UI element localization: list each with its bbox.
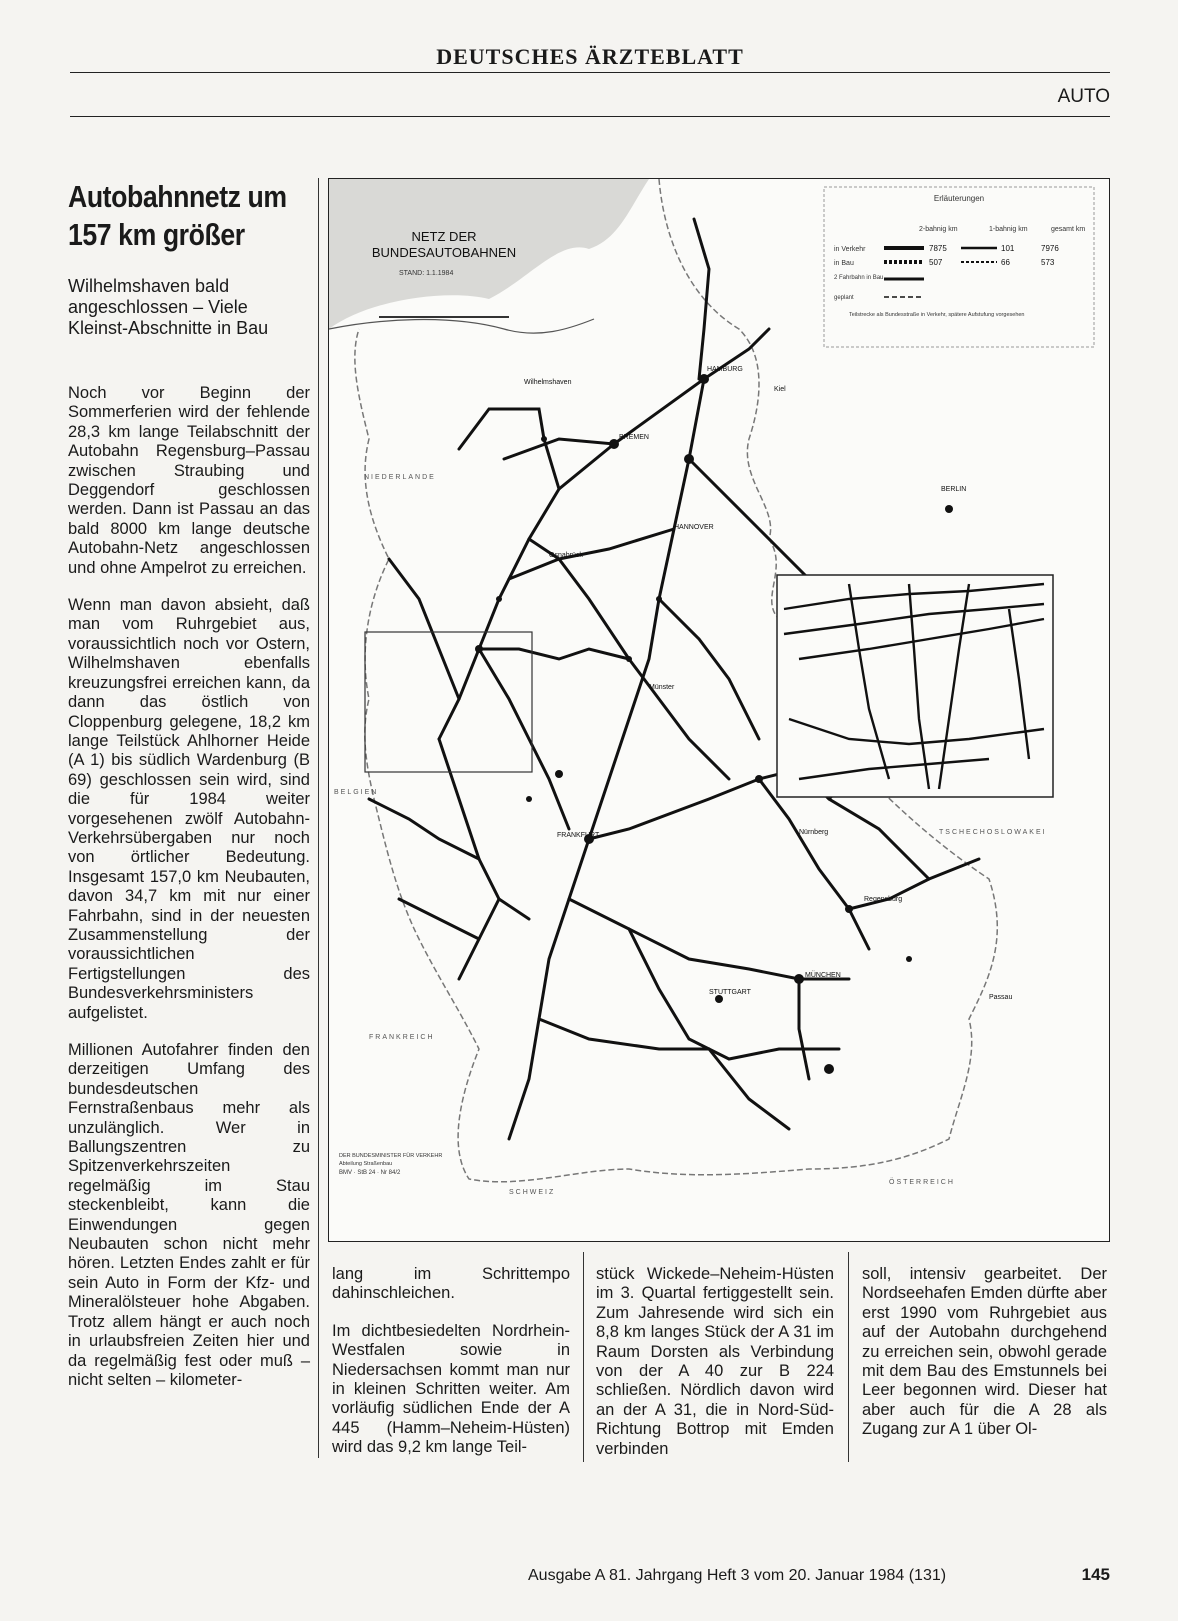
legend-value: 573 (1041, 258, 1055, 267)
legend-value: 101 (1001, 244, 1015, 253)
article-title: Autobahnnetz um 157 km größer (68, 179, 287, 252)
masthead-rule (70, 72, 1110, 73)
city-label: Passau (989, 994, 1013, 1001)
region-label: FRANKREICH (369, 1034, 435, 1041)
city-label: Regensburg (864, 896, 903, 903)
city-label: Nürnberg (799, 829, 829, 836)
column-1 (68, 384, 310, 1408)
legend-value: 7976 (1041, 244, 1059, 253)
legend-col-header: gesamt km (1051, 226, 1086, 233)
column-4 (862, 1265, 1107, 1458)
map-legend (824, 187, 1094, 347)
region-label: BELGIEN (334, 789, 379, 796)
map-credit: BMV · StB 24 · Nr 84/2 (339, 1170, 401, 1176)
column-2 (332, 1265, 570, 1476)
legend-value: 7875 (929, 244, 947, 253)
section-rule (70, 116, 1110, 117)
paragraph: Noch vor Beginn der Sommerferien wird der fehlende 28,3 km lange Teilabschnitt der Autobahn Regensburg–Passau zwischen Straubing und Deggendorf geschlossen werden. Dann ist Passau an das bald 8000 km lange deutsche Autobahn-Netz angeschlossen und ohne Ampelrot zu erreichen. (68, 384, 310, 577)
legend-heading: Erläuterungen (933, 194, 985, 203)
legend-col-header: 1-bahnig km (989, 226, 1028, 233)
map-credit: Abteilung Straßenbau (339, 1161, 393, 1167)
region-label: SCHWEIZ (509, 1189, 556, 1196)
section-label: AUTO (1057, 86, 1110, 107)
legend-note: Teilstrecke als Bundesstraße in Verkehr, spätere Aufstufung vorgesehen (849, 312, 1025, 318)
legend-row-label: in Bau (834, 260, 854, 267)
legend-row-label: 2 Fahrbahn in Bau (834, 275, 884, 281)
region-label: NIEDERLANDE (364, 474, 436, 481)
masthead: DEUTSCHES ÄRZTEBLATT (436, 44, 744, 69)
column-divider (318, 178, 319, 1458)
map-stand: STAND: 1.1.1984 (399, 270, 454, 277)
legend-value: 507 (929, 258, 943, 267)
paragraph: Millionen Autofahrer finden den derzeitigen Umfang des bundesdeutschen Fernstraßenbaus mehr als unzulänglich. Wer in Ballungszentren zu Spitzenverkehrszeiten regelmäßig im Stau steckenbleibt, kann die Einwendungen gegen Neubauten schon nicht mehr hören. Letzten Endes zahlt er für sein Auto in Form der Kfz- und Mineralölsteuer hohe Abgaben. Trotz allem hängt er auch noch in urlaubsfreien Zeiten hier und da regelmäßig fest oder muß – nicht selten – kilometer- (68, 1041, 310, 1389)
ruhr-inset-map (777, 575, 1053, 797)
column-divider (583, 1252, 584, 1462)
city-label: Kiel (774, 386, 786, 393)
map-credit: DER BUNDESMINISTER FÜR VERKEHR (339, 1153, 443, 1159)
paragraph: soll, intensiv gearbeitet. Der Nordseehafen Emden dürfte aber erst 1990 vom Ruhrgebiet aus auf der Autobahn durchgehend zu erreichen sein, obwohl gerade mit dem Bau des Emstunnels bei Leer begonnen wird. Dieser hat aber auch für die A 28 als Zugang zur A 1 über Ol- (862, 1265, 1107, 1439)
issue-info: Ausgabe A 81. Jahrgang Heft 3 vom 20. Januar 1984 (131) (528, 1567, 947, 1584)
city-label: HANNOVER (674, 524, 714, 531)
legend-col-header: 2-bahnig km (919, 226, 958, 233)
paragraph: lang im Schrittempo dahinschleichen. (332, 1265, 570, 1303)
city-label: MÜNCHEN (805, 972, 841, 979)
column-3 (596, 1265, 834, 1477)
region-label: TSCHECHOSLOWAKEI (939, 829, 1047, 836)
paragraph: Im dichtbesiedelten Nordrhein-Westfalen sowie in Niedersachsen kommt man nur in kleinen Schritten weiter. Am vorläufig südlichen Ende der A 445 (Hamm–Neheim-Hüsten) wird das 9,2 km lange Teil- (332, 1321, 570, 1457)
city-label: BREMEN (619, 434, 649, 441)
map-title: BUNDESAUTOBAHNEN (371, 245, 517, 260)
column-divider (848, 1252, 849, 1462)
article-subtitle: Wilhelmshaven bald angeschlossen – Viele Kleinst-Abschnitte in Bau (68, 276, 269, 338)
map-title: NETZ DER (411, 229, 477, 244)
ruhr-highlight-box (365, 632, 532, 772)
legend-row-label: in Verkehr (834, 246, 866, 253)
legend-value: 66 (1001, 258, 1010, 267)
city-label: Osnabrück (549, 552, 583, 559)
autobahn-map (328, 178, 1110, 1242)
city-label: Wilhelmshaven (524, 379, 572, 386)
map-graphic (329, 179, 1109, 1241)
city-label: STUTTGART (709, 989, 751, 996)
legend-row-label: geplant (834, 295, 854, 301)
city-label: HAMBURG (707, 366, 743, 373)
paragraph: Wenn man davon absieht, daß man vom Ruhrgebiet aus, voraussichtlich noch vor Ostern, Wilhelmshaven ebenfalls kreuzungsfrei erreichen kann, da dann das östlich von Cloppenburg gelegene, 18,2 km lange Teilstück Ahlhorner Heide (A 1) bis südlich Wardenburg (B 69) geschlossen sein wird, sind die für 1984 weiter vorgesehenen zwölf Autobahn-Verkehrsübergaben nur noch von örtlicher Bedeutung. Insgesamt 157,0 km Neubauten, davon 34,7 km mit nur einer Fahrbahn, sind in der neuesten Zusammenstellung der voraussichtlichen Fertigstellungen des Bundesverkehrsministers aufgelistet. (68, 596, 310, 1022)
region-label: ÖSTERREICH (889, 1179, 955, 1186)
page-number: 145 (1081, 1565, 1110, 1584)
city-label: BERLIN (941, 486, 967, 493)
city-label: Münster (649, 684, 675, 691)
city-label: FRANKFURT (557, 832, 600, 839)
paragraph: stück Wickede–Neheim-Hüsten im 3. Quartal fertiggestellt sein. Zum Jahresende wird sich ein 8,8 km langes Stück der A 31 im Raum Dorsten als Verbindung von der A 40 zur B 224 schließen. Nördlich davon wird an der A 31, die in Nord-Süd-Richtung Bottrop mit Emden verbinden (596, 1265, 834, 1458)
